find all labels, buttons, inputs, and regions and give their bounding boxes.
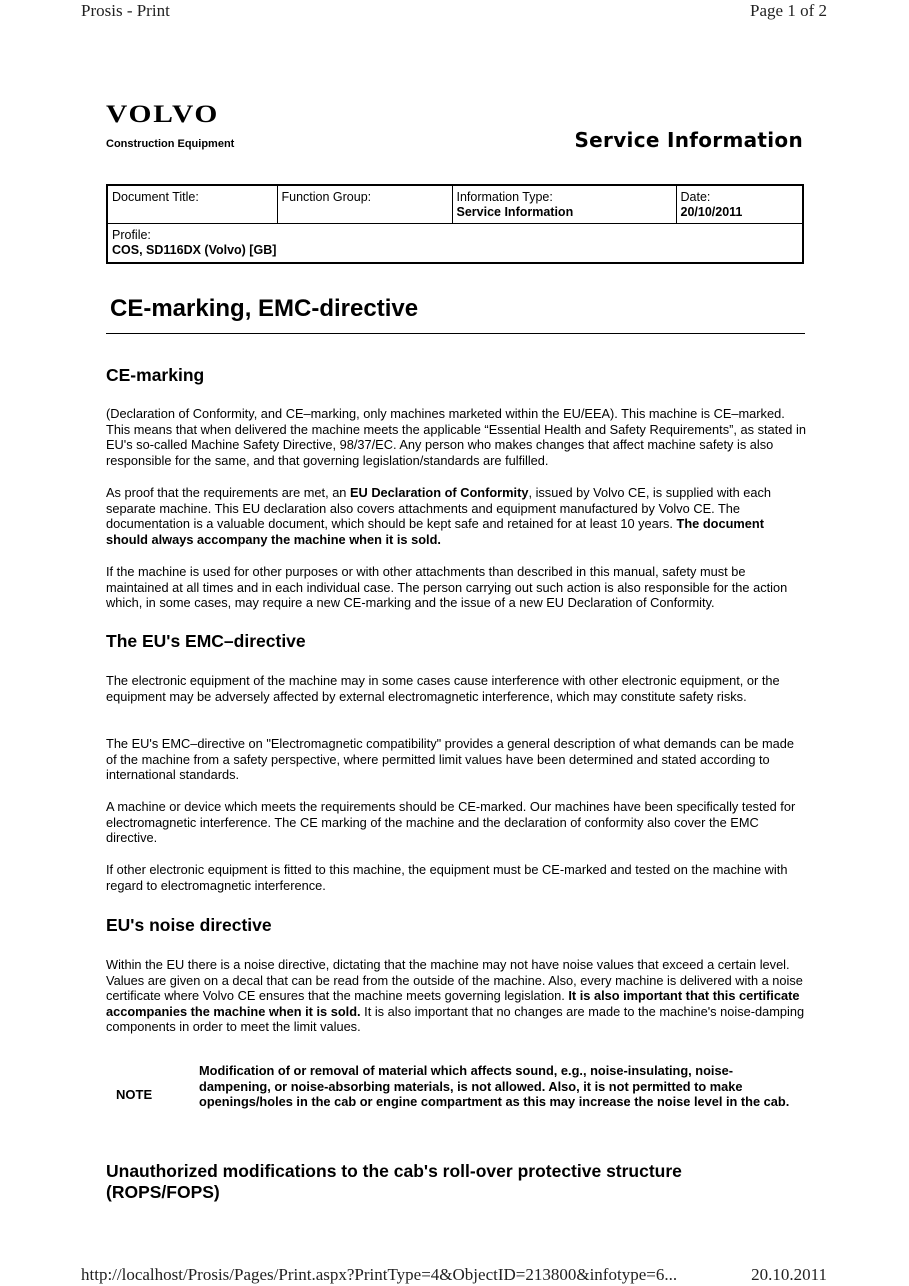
ce-p2-text: , issued by Volvo CE, is supplied with each separate machine. This EU declaration also covers attachments and equipment manufactured by Volvo CE. The documentation is a valuable document, which should be kept safe and retained for at least 10 years. (106, 485, 772, 531)
emc-heading: The EU's EMC–directive (106, 631, 306, 651)
rops-heading (106, 1161, 682, 1203)
emc-paragraph-2: The EU's EMC–directive on "Electromagnetic compatibility" provides a general description of what demands can be made of the machine from a safety perspective, where permitted limit values have been determined and stated according to international standards. (106, 736, 794, 782)
document-title-cell (107, 185, 277, 224)
profile-label: Profile: (112, 228, 151, 242)
ce-p2-emphasis: The document should always accompany the machine when it is sold. (106, 516, 764, 547)
meta-row (107, 185, 803, 224)
logo-subtitle: Construction Equipment (106, 138, 235, 150)
title-divider (106, 333, 805, 334)
ce-p2-emphasis: EU Declaration of Conformity (349, 485, 529, 500)
date-cell (676, 185, 803, 224)
volvo-logo: VOLVO (106, 101, 220, 128)
information-type-cell (452, 185, 676, 224)
document-title-label: Document Title: (112, 190, 199, 204)
function-group-label: Function Group: (281, 190, 372, 204)
date-value: 20/10/2011 (680, 205, 743, 219)
ce-marking-heading: CE-marking (106, 365, 205, 385)
ce-paragraph-1: (Declaration of Conformity, and CE–marking, only machines marketed within the EU/EEA). This machine is CE–marked. This means that when delivered the machine meets the applicable “Essential Health and Safety Requirements”, as stated in EU's so-called Machine Safety Directive, 98/37/EC. Any person who makes changes that affect machine safety is also responsible for the same, and that governing legislation/standards are fulfilled. (106, 406, 806, 468)
print-footer-date: 20.10.2011 (751, 1265, 827, 1284)
noise-p1-emphasis: It is also important that this certificate accompanies the machine when it is sold. (106, 988, 800, 1019)
page-title: CE-marking, EMC-directive (110, 295, 419, 322)
noise-p1-text: Within the EU there is a noise directive, dictating that the machine may not have noise values that exceed a certain level. Values are given on a decal that can be read from the outside of the machine. Also, every machine is delivered with a noise certificate where Volvo CE ensures that the machine meets governing legislation. (106, 957, 803, 1003)
ce-paragraph-3: If the machine is used for other purposes or with other attachments than described in this manual, safety must be maintained at all times and in each individual case. The person carrying out such action is also responsible for the action which, in some cases, may require a new CE-marking and the issue of a new EU Declaration of Conformity. (106, 564, 788, 610)
print-footer-url: http://localhost/Prosis/Pages/Print.aspx?PrintType=4&ObjectID=213800&infotype=6... (81, 1265, 678, 1284)
note-label: NOTE (116, 1087, 153, 1102)
ce-paragraph-2 (106, 485, 806, 547)
profile-value: COS, SD116DX (Volvo) [GB] (112, 243, 277, 257)
information-type-label: Information Type: (456, 190, 553, 204)
noise-p1-text: It is also important that no changes are made to the machine's noise-damping components in order to meet the limit values. (106, 1003, 805, 1034)
information-type-value: Service Information (456, 205, 574, 219)
rops-heading-line1: Unauthorized modifications to the cab's roll-over protective structure (106, 1161, 682, 1181)
profile-cell (107, 224, 803, 263)
rops-heading-line2: (ROPS/FOPS) (106, 1182, 220, 1202)
note-text: Modification of or removal of material which affects sound, e.g., noise-insulating, noise-dampening, or noise-absorbing materials, is not allowed. Also, it is not permitted to make openings/holes in the cab or engine compartment as this may increase the noise level in the cab. (199, 1063, 790, 1109)
meta-row (107, 224, 803, 263)
noise-heading: EU's noise directive (106, 915, 272, 935)
service-information-title: Service Information (574, 128, 803, 152)
document-meta-table (106, 184, 804, 264)
date-label: Date: (680, 190, 711, 204)
print-page-info: Page 1 of 2 (750, 1, 827, 20)
print-header-title: Prosis - Print (81, 1, 170, 20)
noise-paragraph-1 (106, 957, 806, 1035)
emc-paragraph-3: A machine or device which meets the requirements should be CE-marked. Our machines have been specifically tested for electromagnetic interference. The CE marking of the machine and the declaration of conformity also cover the EMC directive. (106, 799, 796, 845)
emc-paragraph-4: If other electronic equipment is fitted to this machine, the equipment must be CE-marked and tested on the machine with regard to electromagnetic interference. (106, 862, 788, 893)
ce-p2-text: As proof that the requirements are met, an (106, 485, 350, 500)
emc-paragraph-1: The electronic equipment of the machine may in some cases cause interference with other electronic equipment, or the equipment may be adversely affected by external electromagnetic interference, which may constitute safety risks. (106, 673, 780, 704)
function-group-cell (277, 185, 452, 224)
